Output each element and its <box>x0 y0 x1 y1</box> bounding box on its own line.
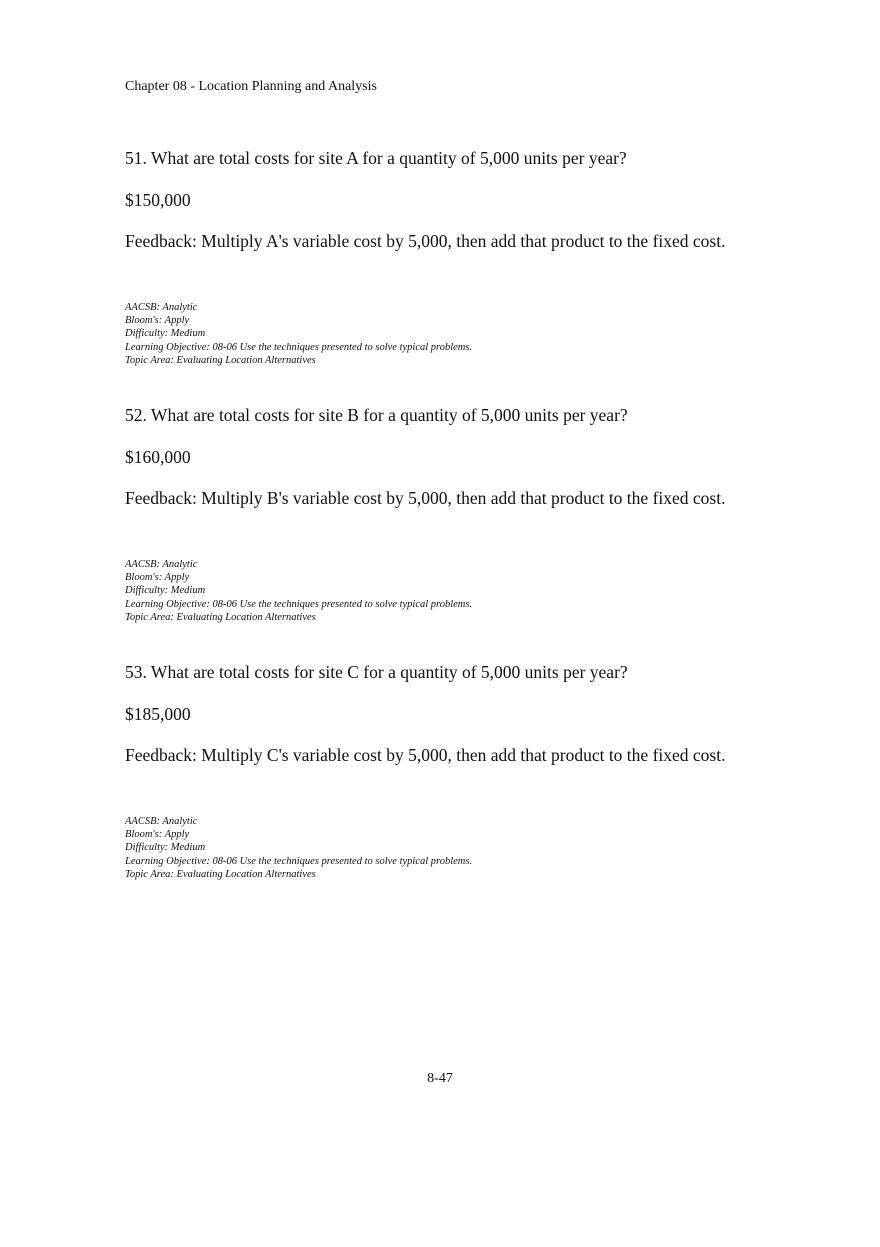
tag-topic-area: Topic Area: Evaluating Location Alternatives <box>125 611 316 623</box>
answer-text: $160,000 <box>125 447 191 467</box>
question-text: 52. What are total costs for site B for a quantity of 5,000 units per year? <box>125 405 628 425</box>
answer-text: $150,000 <box>125 190 191 210</box>
tag-blooms: Bloom's: Apply <box>125 572 190 584</box>
tag-aacsb: AACSB: Analytic <box>125 559 198 570</box>
tag-difficulty: Difficulty: Medium <box>125 328 206 340</box>
feedback-text: Feedback: Multiply A's variable cost by 5,000, then add that product to the fixed cost. <box>125 231 726 251</box>
feedback-text: Feedback: Multiply B's variable cost by 5,000, then add that product to the fixed cost. <box>125 488 726 508</box>
tag-aacsb: AACSB: Analytic <box>125 302 198 313</box>
feedback-text: Feedback: Multiply C's variable cost by 5,000, then add that product to the fixed cost. <box>125 745 726 765</box>
tag-topic-area: Topic Area: Evaluating Location Alternatives <box>125 868 316 880</box>
tag-difficulty: Difficulty: Medium <box>125 585 206 597</box>
chapter-header: Chapter 08 - Location Planning and Analysis <box>125 79 377 94</box>
tag-topic-area: Topic Area: Evaluating Location Alternatives <box>125 354 316 366</box>
question-tags <box>125 815 472 881</box>
question-tags <box>125 558 472 624</box>
page-number: 8-47 <box>427 1071 453 1086</box>
tag-aacsb: AACSB: Analytic <box>125 816 198 827</box>
tag-blooms: Bloom's: Apply <box>125 315 190 327</box>
tag-blooms: Bloom's: Apply <box>125 829 190 841</box>
tag-difficulty: Difficulty: Medium <box>125 842 206 854</box>
tag-learning-objective: Learning Objective: 08-06 Use the techniques presented to solve typical problems. <box>125 598 473 610</box>
question-tags <box>125 301 472 367</box>
question-text: 53. What are total costs for site C for a quantity of 5,000 units per year? <box>125 662 628 682</box>
tag-learning-objective: Learning Objective: 08-06 Use the techniques presented to solve typical problems. <box>125 855 473 867</box>
tag-learning-objective: Learning Objective: 08-06 Use the techniques presented to solve typical problems. <box>125 341 473 353</box>
question-text: 51. What are total costs for site A for a quantity of 5,000 units per year? <box>125 148 627 168</box>
answer-text: $185,000 <box>125 704 191 724</box>
